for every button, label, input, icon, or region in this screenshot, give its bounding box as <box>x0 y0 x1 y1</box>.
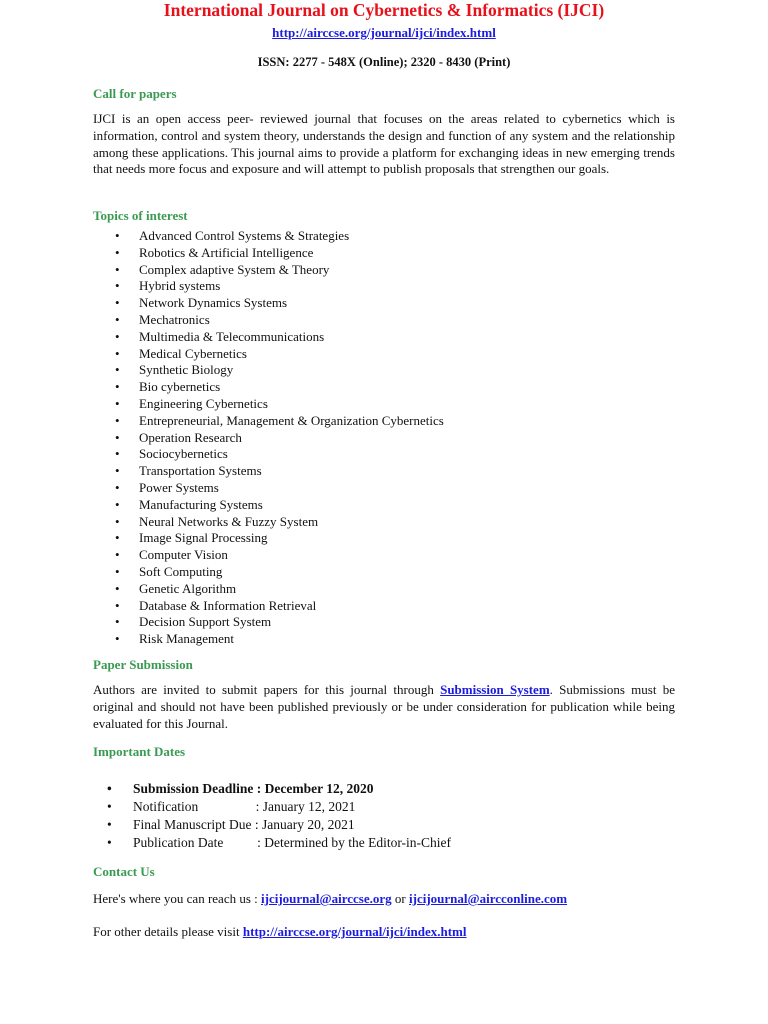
topic-label: Image Signal Processing <box>139 530 268 546</box>
date-label: Submission Deadline : December 12, 2020 <box>133 781 374 796</box>
bullet-icon: • <box>115 244 120 260</box>
topic-item <box>93 598 444 615</box>
bullet-icon: • <box>115 395 120 411</box>
bullet-icon: • <box>115 614 120 630</box>
submission-text-before: Authors are invited to submit papers for this journal through <box>93 682 441 697</box>
contact-line <box>93 891 567 907</box>
topic-item <box>93 262 444 279</box>
topic-item <box>93 245 444 262</box>
topic-label: Database & Information Retrieval <box>139 597 317 613</box>
date-item <box>93 834 451 852</box>
bullet-icon: • <box>115 463 120 479</box>
topic-label: Soft Computing <box>139 563 223 579</box>
topic-label: Mechatronics <box>139 311 210 327</box>
topic-label: Manufacturing Systems <box>139 496 263 512</box>
contact-reach-text: Here's where you can reach us : <box>93 891 262 906</box>
topic-label: Transportation Systems <box>139 463 262 479</box>
topic-item <box>93 430 444 447</box>
topic-label: Sociocybernetics <box>139 446 228 462</box>
bullet-icon: • <box>115 631 120 647</box>
date-item <box>93 780 451 798</box>
details-text: For other details please visit <box>93 924 243 939</box>
contact-or-text: or <box>391 891 409 906</box>
topics-heading: Topics of interest <box>93 208 188 223</box>
topic-item <box>93 446 444 463</box>
topic-label: Computer Vision <box>139 547 228 563</box>
journal-url-link[interactable]: http://airccse.org/journal/ijci/index.html <box>272 25 496 40</box>
date-label: Publication Date : Determined by the Editor-in-Chief <box>133 835 452 850</box>
topic-label: Power Systems <box>139 479 219 495</box>
call-for-papers-heading: Call for papers <box>93 86 177 101</box>
topic-label: Hybrid systems <box>139 278 221 294</box>
journal-title: International Journal on Cybernetics & Informatics (IJCI) <box>163 0 605 20</box>
bullet-icon: • <box>107 835 112 850</box>
topic-item <box>93 362 444 379</box>
topic-item <box>93 614 444 631</box>
call-for-papers-text: IJCI is an open access peer- reviewed journal that focuses on the areas related to cybernetics which is information, control and system theory, understands the design and function of any system and the relationship among these applications. This journal aims to provide a platform for exchanging ideas in new emerging trends that needs more focus and exposure and will attempt to publish proposals that strengthen our goals. <box>93 111 675 177</box>
bullet-icon: • <box>115 580 120 596</box>
submission-text-after: . Submissions must be original and should not have been published previously or be under consideration for publication while being evaluated for this Journal. <box>93 682 675 731</box>
date-item <box>93 798 451 816</box>
important-dates-heading: Important Dates <box>93 744 186 759</box>
bullet-icon: • <box>107 781 112 796</box>
topic-item <box>93 228 444 245</box>
bullet-icon: • <box>115 345 120 361</box>
topic-item <box>93 346 444 363</box>
topic-item <box>93 497 444 514</box>
bullet-icon: • <box>115 295 120 311</box>
topic-label: Operation Research <box>139 429 242 445</box>
paper-submission-heading: Paper Submission <box>93 657 193 672</box>
date-label: Final Manuscript Due : January 20, 2021 <box>133 817 355 832</box>
topic-label: Network Dynamics Systems <box>139 295 288 311</box>
topic-item <box>93 530 444 547</box>
topic-label: Bio cybernetics <box>139 379 221 395</box>
topic-label: Genetic Algorithm <box>139 580 237 596</box>
email-link-secondary[interactable]: ijcijournal@aircconline.com <box>409 891 568 906</box>
bullet-icon: • <box>115 261 120 277</box>
bullet-icon: • <box>107 799 112 814</box>
topic-label: Risk Management <box>139 631 234 647</box>
date-label: Notification : January 12, 2021 <box>133 799 356 814</box>
topic-label: Multimedia & Telecommunications <box>139 328 325 344</box>
bullet-icon: • <box>115 496 120 512</box>
topic-item <box>93 379 444 396</box>
bullet-icon: • <box>115 362 120 378</box>
journal-url-line <box>0 25 768 41</box>
topic-label: Decision Support System <box>139 614 272 630</box>
topic-item <box>93 413 444 430</box>
topic-label: Synthetic Biology <box>139 362 234 378</box>
topic-item <box>93 514 444 531</box>
topic-label: Advanced Control Systems & Strategies <box>139 228 350 243</box>
bullet-icon: • <box>115 547 120 563</box>
details-line <box>93 924 466 940</box>
topic-item <box>93 547 444 564</box>
topic-label: Entrepreneurial, Management & Organization Cybernetics <box>139 412 444 428</box>
details-url-link[interactable]: http://airccse.org/journal/ijci/index.html <box>242 924 467 939</box>
topic-item <box>93 564 444 581</box>
topic-item <box>93 463 444 480</box>
topic-label: Neural Networks & Fuzzy System <box>139 513 319 529</box>
bullet-icon: • <box>115 328 120 344</box>
bullet-icon: • <box>115 597 120 613</box>
topic-item <box>93 631 444 648</box>
bullet-icon: • <box>115 479 120 495</box>
date-item <box>93 816 451 834</box>
bullet-icon: • <box>107 817 112 832</box>
bullet-icon: • <box>115 278 120 294</box>
topic-label: Robotics & Artificial Intelligence <box>139 244 314 260</box>
important-dates-list <box>93 780 451 852</box>
topics-list <box>93 228 444 648</box>
topic-label: Medical Cybernetics <box>139 345 247 361</box>
issn-line: ISSN: 2277 - 548X (Online); 2320 - 8430 (Print) <box>257 55 511 69</box>
topic-item <box>93 329 444 346</box>
topic-item <box>93 581 444 598</box>
email-link-primary[interactable]: ijcijournal@airccse.org <box>261 891 392 906</box>
bullet-icon: • <box>115 379 120 395</box>
bullet-icon: • <box>115 228 120 243</box>
bullet-icon: • <box>115 513 120 529</box>
topic-label: Engineering Cybernetics <box>139 395 268 411</box>
topic-item <box>93 480 444 497</box>
bullet-icon: • <box>115 429 120 445</box>
bullet-icon: • <box>115 412 120 428</box>
topic-item <box>93 396 444 413</box>
bullet-icon: • <box>115 311 120 327</box>
topic-label: Complex adaptive System & Theory <box>139 261 330 277</box>
topic-item <box>93 312 444 329</box>
topic-item <box>93 295 444 312</box>
submission-system-link[interactable]: Submission System <box>440 682 550 697</box>
bullet-icon: • <box>115 563 120 579</box>
topic-item <box>93 278 444 295</box>
bullet-icon: • <box>115 446 120 462</box>
contact-heading: Contact Us <box>93 864 155 879</box>
paper-submission-text <box>93 682 675 732</box>
bullet-icon: • <box>115 530 120 546</box>
